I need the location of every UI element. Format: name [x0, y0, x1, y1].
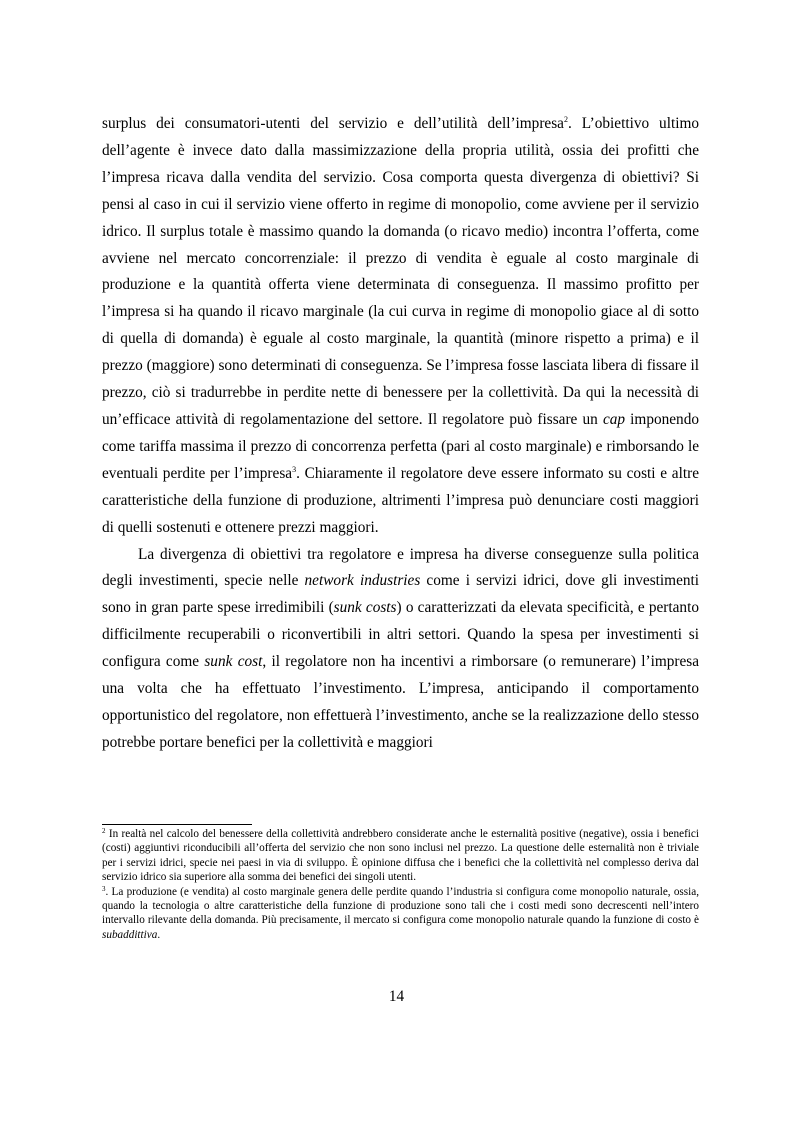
footnote-text: . La produzione (e vendita) al costo marginale genera delle perdite quando l’industria si configura come monopolio naturale, ossia, quando la tecnologia o altre caratteristiche della funzione di produzione sono tali che i costi medi sono decrescenti nell’intero intervallo rilevante della domanda. Più precisamente, il mercato si configura come monopolio naturale quando la funzione di costo è — [102, 885, 699, 927]
footnotes — [102, 827, 699, 942]
footnote — [102, 885, 699, 943]
footnote-reference: 2 — [563, 115, 568, 124]
italic-term: network industries — [304, 572, 421, 590]
text-run: ) o caratterizzati da elevata specificità, e pertanto difficilmente recuperabili o riconvertibili in altri settori. Quando la spesa per investimenti si configura come — [102, 599, 699, 671]
paragraph — [102, 111, 699, 542]
footnote-text: In realtà nel calcolo del benessere della collettività andrebbero considerate anche le esternalità positive (negative), ossia i benefici (costi) aggiuntivi riconducibili all’offerta del servizio che non sono inclusi nel prezzo. La questione delle esternalità non è triviale per i servizi idrici, specie nei paesi in via di sviluppo. È opinione diffusa che i benefici che la collettività nel complesso deriva dal servizio idrico sia superiore alla somma dei benefici dei singoli utenti. — [102, 828, 699, 884]
footnote-number: 2 — [102, 827, 106, 835]
body-text — [102, 111, 699, 757]
italic-term: sunk costs — [333, 599, 397, 617]
text-run: . L’obiettivo ultimo dell’agente è invece dato dalla massimizzazione della propria utilità, ossia dei profitti che l’impresa ricava dalla vendita del servizio. Cosa comporta questa divergenza di obiettivi? Si pensi al caso in cui il servizio viene offerto in regime di monopolio, come avviene per il servizio idrico. Il surplus totale è massimo quando la domanda (o ricavo medio) incontra l’offerta, come avviene nel mercato concorrenziale: il prezzo di vendita è eguale al costo marginale di produzione e la quantità offerta viene determinata di conseguenza. Il massimo profitto per l’impresa si ha quando il ricavo marginale (la cui curva in regime di monopolio giace al di sotto di quella di domanda) è eguale al costo marginale, la quantità (minore rispetto a prima) e il prezzo (maggiore) sono determinati di conseguenza. Se l’impresa fosse lasciata libera di fissare il prezzo, ciò si tradurrebbe in perdite nette di benessere per la collettività. Da qui la necessità di un’efficace attività di regolamentazione del settore. Il regolatore può fissare un — [102, 115, 699, 428]
text-run: come i servizi idrici, dove gli investimenti sono in gran parte spese irredimibili ( — [102, 572, 700, 617]
italic-term: sunk cost — [204, 653, 263, 671]
page-number: 14 — [388, 988, 405, 1005]
text-run: imponendo come tariffa massima il prezzo di concorrenza perfetta (pari al costo marginale) e rimborsando le eventuali perdite per l’impresa — [102, 410, 699, 482]
italic-term: subaddittiva — [102, 928, 158, 941]
footnote-number: 3 — [102, 884, 106, 893]
paragraph — [102, 542, 699, 757]
footnote-separator — [102, 824, 252, 825]
text-run: surplus dei consumatori-utenti del servizio e dell’utilità dell’impresa — [102, 115, 564, 132]
footnote-reference: 3 — [292, 464, 297, 474]
italic-term: cap — [602, 410, 626, 428]
footnote-text: . — [157, 928, 161, 941]
text-run: , il regolatore non ha incentivi a rimborsare (o remunerare) l’impresa una volta che ha effettuato l’investimento. L’impresa, anticipando il comportamento opportunistico del regolatore, non effettuerà l’investimento, anche se la realizzazione dello stesso potrebbe portare benefici per la collettività e maggiori — [102, 653, 699, 751]
text-run: La divergenza di obiettivi tra regolatore e impresa ha diverse conseguenze sulla politica degli investimenti, specie nelle — [102, 545, 699, 590]
text-run: . Chiaramente il regolatore deve essere informato su costi e altre caratteristiche della funzione di produzione, altrimenti l’impresa può denunciare costi maggiori di quelli sostenuti e ottenere prezzi maggiori. — [102, 464, 699, 536]
footnote — [102, 827, 699, 885]
